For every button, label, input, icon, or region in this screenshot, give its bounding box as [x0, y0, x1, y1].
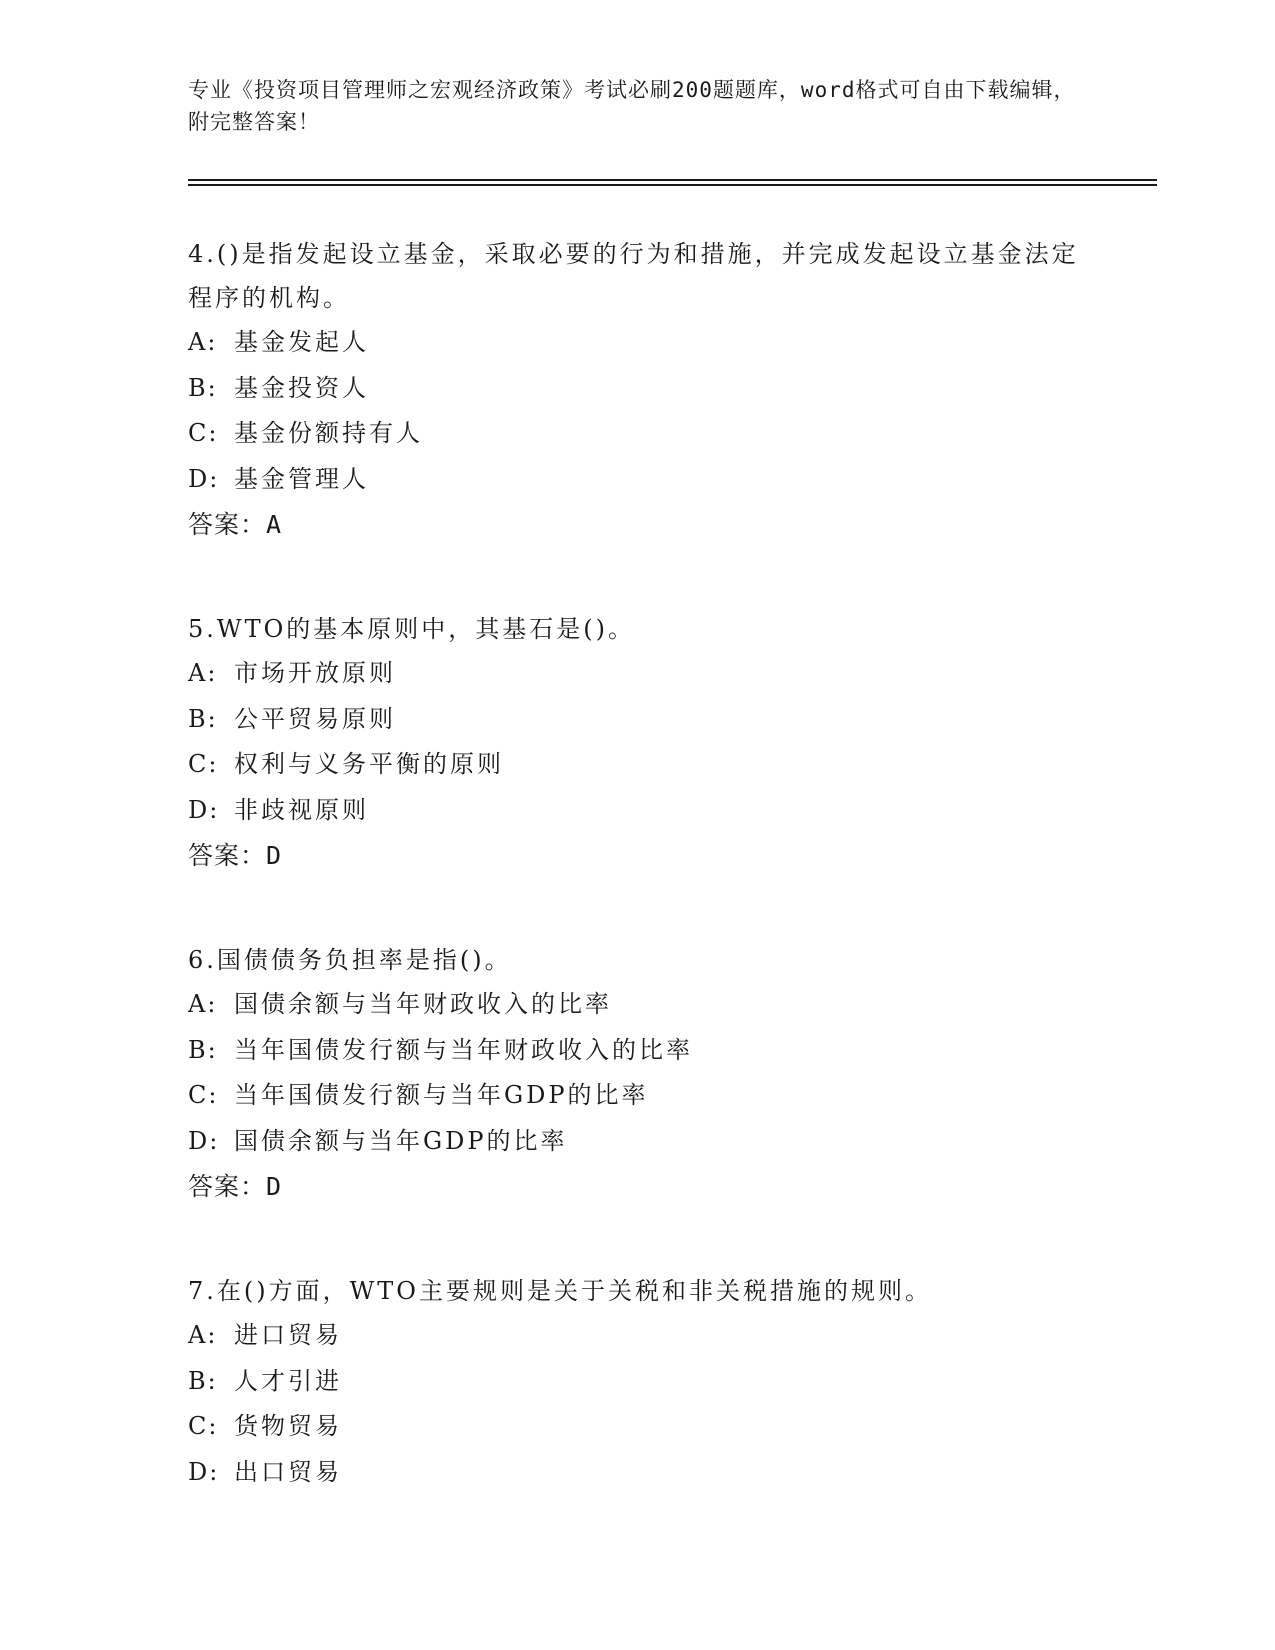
option-d — [188, 1450, 1088, 1496]
option-letter: B: — [188, 1366, 218, 1395]
question-spacer — [188, 547, 1088, 607]
question-spacer — [188, 878, 1088, 938]
option-b — [188, 366, 1088, 412]
option-text: 当年国债发行额与当年财政收入的比率 — [234, 1035, 693, 1064]
option-text: 基金投资人 — [234, 373, 369, 402]
document-header: 专业《投资项目管理师之宏观经济政策》考试必刷200题题库，word格式可自由下载编辑，附完整答案！ — [188, 78, 1076, 134]
question-7 — [188, 1269, 1088, 1495]
option-a — [188, 1313, 1088, 1359]
question-list — [188, 232, 1088, 1495]
option-c — [188, 742, 1088, 788]
option-letter: A: — [188, 990, 218, 1018]
option-text: 基金份额持有人 — [234, 419, 423, 447]
option-letter: A: — [188, 328, 218, 356]
option-letter: A: — [188, 1321, 218, 1349]
option-d — [188, 457, 1088, 503]
option-a — [188, 651, 1088, 697]
option-a — [188, 320, 1088, 366]
option-text: 当年国债发行额与当年GDP的比率 — [234, 1081, 649, 1109]
header-divider-top — [188, 179, 1157, 181]
option-letter: D: — [188, 464, 220, 493]
option-letter: B: — [188, 1035, 218, 1064]
option-d — [188, 788, 1088, 834]
option-text: 国债余额与当年GDP的比率 — [234, 1126, 568, 1155]
option-b — [188, 1028, 1088, 1074]
question-4 — [188, 232, 1088, 547]
option-letter: A: — [188, 659, 218, 687]
answer-label: 答案： — [188, 1172, 267, 1201]
option-text: 货物贸易 — [234, 1412, 342, 1440]
option-text: 基金管理人 — [234, 464, 369, 493]
answer — [188, 833, 1088, 878]
option-letter: B: — [188, 373, 218, 402]
question-stem: 4.()是指发起设立基金，采取必要的行为和措施，并完成发起设立基金法定程序的机构。 — [188, 240, 1079, 312]
option-text: 进口贸易 — [234, 1321, 342, 1349]
question-6 — [188, 938, 1088, 1209]
header-divider-bottom — [188, 184, 1157, 186]
question-stem: 5.WTO的基本原则中，其基石是()。 — [188, 615, 635, 643]
answer-value: A — [266, 510, 283, 539]
answer — [188, 1164, 1088, 1209]
option-c — [188, 411, 1088, 457]
option-c — [188, 1404, 1088, 1450]
question-stem: 7.在()方面，WTO主要规则是关于关税和非关税措施的规则。 — [188, 1277, 932, 1305]
option-letter: B: — [188, 704, 218, 733]
option-text: 人才引进 — [234, 1366, 342, 1395]
option-text: 国债余额与当年财政收入的比率 — [234, 990, 612, 1018]
answer-value: D — [266, 841, 283, 870]
answer-value: D — [266, 1172, 283, 1201]
option-text: 公平贸易原则 — [234, 704, 396, 733]
question-stem: 6.国债债务负担率是指()。 — [188, 946, 512, 974]
option-b — [188, 697, 1088, 743]
option-letter: C: — [188, 419, 219, 447]
option-text: 权利与义务平衡的原则 — [234, 750, 504, 778]
option-text: 非歧视原则 — [234, 795, 369, 824]
option-letter: C: — [188, 1081, 219, 1109]
option-letter: D: — [188, 1457, 220, 1486]
answer-label: 答案： — [188, 510, 267, 539]
question-5 — [188, 607, 1088, 878]
question-spacer — [188, 1209, 1088, 1269]
answer-label: 答案： — [188, 841, 267, 870]
option-a — [188, 982, 1088, 1028]
option-d — [188, 1119, 1088, 1165]
answer — [188, 502, 1088, 547]
option-text: 基金发起人 — [234, 328, 369, 356]
option-c — [188, 1073, 1088, 1119]
option-letter: C: — [188, 1412, 219, 1440]
option-b — [188, 1359, 1088, 1405]
option-letter: D: — [188, 795, 220, 824]
option-text: 市场开放原则 — [234, 659, 396, 687]
option-text: 出口贸易 — [234, 1457, 342, 1486]
option-letter: D: — [188, 1126, 220, 1155]
option-letter: C: — [188, 750, 219, 778]
